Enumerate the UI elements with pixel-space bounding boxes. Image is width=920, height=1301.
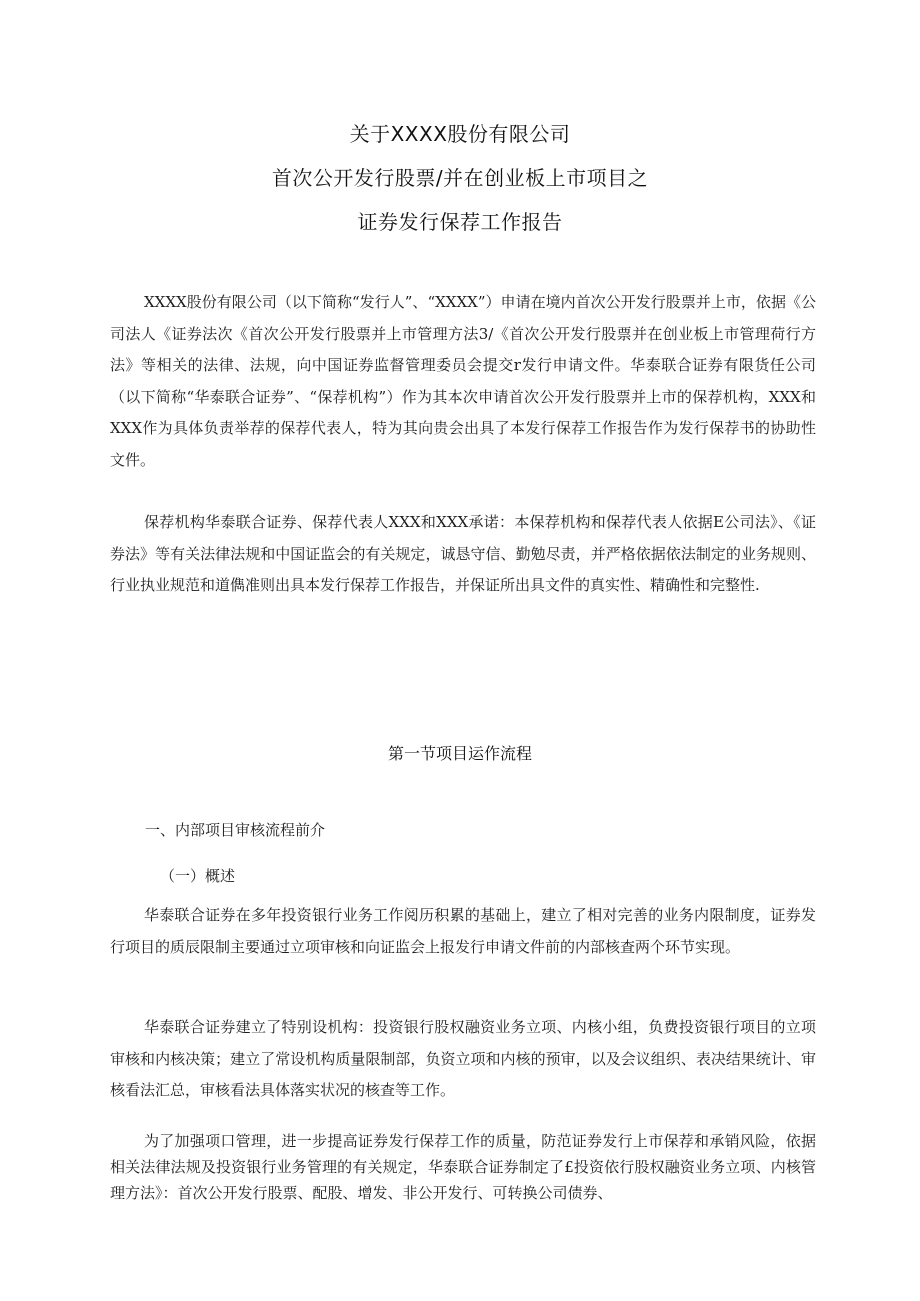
title-line-1: 关于XXXX股份有限公司: [349, 122, 571, 146]
intro-paragraph-1: XXXX股份有限公司（以下简称“发行人”、“XXXX”）申请在境内首次公开发行股票并上市，依据《公司法人《证券法次《首次公开发行股票并上市管理方法3/《首次公开发行股票并在创业板上市管理荷行方法》等相关的法律、法规，向中国证券监督管理委员会提交r发行申请文件。华泰联合证券有限货任公司（以下简称“华泰联合证券”、“保荐机构”）作为其本次申请首次公开发行股票并上市的保荐机构，XXX和XXX作为具体负责举荐的保荐代表人，特为其向贵会出具了本发行保荐工作报告作为发行保荐书的协助性文件。: [110, 293, 816, 469]
intro-paragraph-2: 保荐机构华泰联合证券、保荐代表人XXX和XXX承诺：本保荐机构和保荐代表人依据E公司法》、《证券法》等有关法律法规和中国证监会的有关规定，诚恳守信、勤勉尽责，并严格依据依法制定的业务规则、行业执业规范和道儁准则出具本发行保荐工作报告，并保证所出具文件的真实性、精确性和完整性.: [110, 513, 816, 594]
subheading-internal-review: 一、内部项目审核流程前介: [145, 821, 326, 839]
section-paragraph-1: 华泰联合证券在多年投资银行业务工作阅历积累的基础上，建立了相对完善的业务内限制度，证券发行项目的质辰限制主要通过立项审核和向证监会上报发行申请文件前的内部核查两个环节实现。: [110, 906, 816, 956]
section-heading: 第一节项目运作流程: [387, 744, 532, 763]
section-paragraph-3: 为了加强项口管理，进一步提高证券发行保荐工作的质量，防范证券发行上市保荐和承销风险，依据相关法律法规及投资银行业务管理的有关规定，华泰联合证券制定了£投资依行股权融资业务立项、内核管理方法》：首次公开发行股票、配股、增发、非公开发行、可转换公司债券、: [110, 1132, 816, 1202]
report-title: [0, 112, 920, 244]
title-line-2: 首次公开发行股票/并在创业板上市项目之: [271, 166, 649, 190]
section-paragraph-2: 华泰联合证券建立了特别设机构：投资银行股权融资业务立项、内核小组，负费投资银行项目的立项审核和内核决策；建立了常设机构质量限制部，负资立项和内核的预审，以及会议组织、表决结果统计、审核看法汇总，审核看法具体落实状况的核查等工作。: [110, 1018, 816, 1099]
title-line-3: 证券发行保荐工作报告: [357, 210, 563, 234]
subheading-overview: （一）概述: [160, 867, 236, 885]
